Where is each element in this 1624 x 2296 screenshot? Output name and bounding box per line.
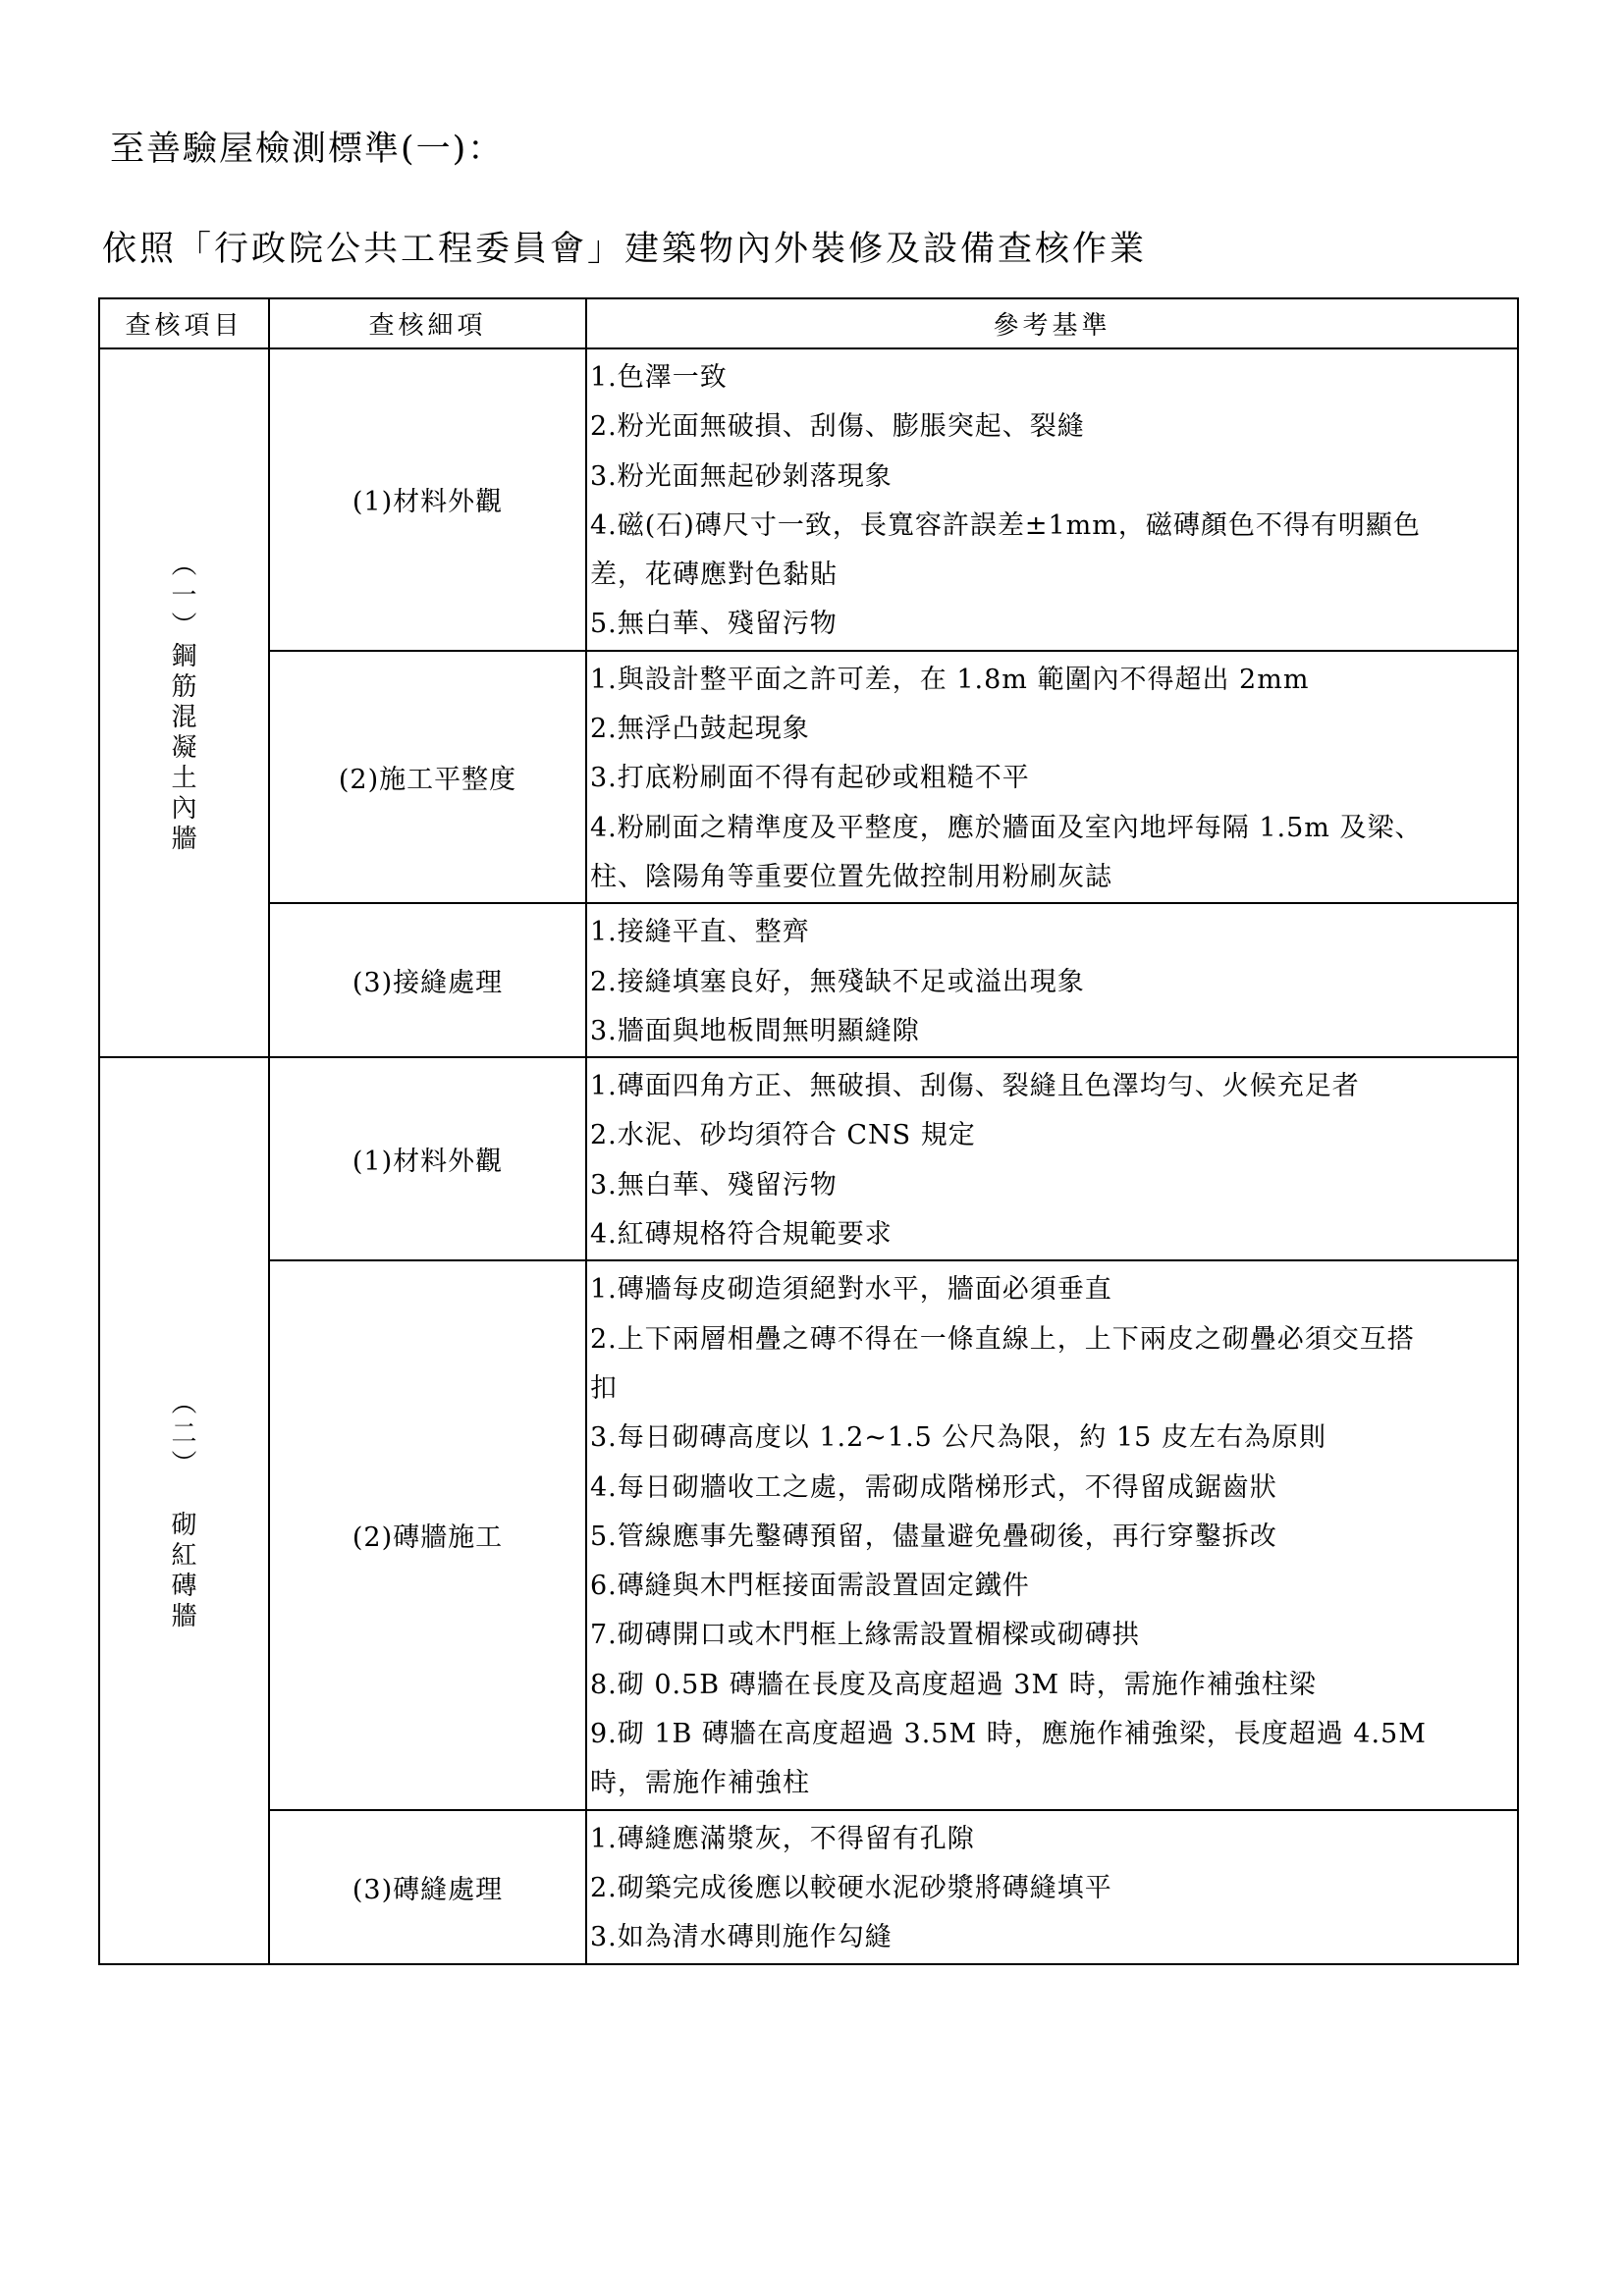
detail-cell [269,348,586,651]
detail-cell [269,651,586,903]
criteria-line: 2.上下兩層相疊之磚不得在一條直線上，上下兩皮之砌疊必須交互搭 [590,1323,1415,1355]
detail-label: (1)材料外觀 [352,1147,504,1178]
criteria-line: 1.磚牆每皮砌造須絕對水平，牆面必須垂直 [590,1274,1112,1306]
header-inspection-item: 查核項目 [99,298,269,348]
table-row [99,651,1518,903]
criteria-line: 3.打底粉刷面不得有起砂或粗糙不平 [590,763,1030,794]
header-reference-standard: 參考基準 [586,298,1518,348]
table-row [99,1810,1518,1964]
criteria-line: 2.無浮凸鼓起現象 [590,714,810,745]
criteria-line: 4.粉刷面之精準度及平整度，應於牆面及室內地坪每隔 1.5m 及梁、 [590,812,1423,843]
table-header-row [99,298,1518,348]
detail-cell [269,1260,586,1809]
criteria-line: 6.磚縫與木門框接面需設置固定鐵件 [590,1571,1030,1602]
detail-cell [269,903,586,1057]
criteria-line: 5.管線應事先鑿磚預留，儘量避免疊砌後，再行穿鑿拆改 [590,1521,1277,1552]
criteria-line: 4.紅磚規格符合規範要求 [590,1219,893,1251]
page-title: 至善驗屋檢測標準(一)： [110,130,505,169]
criteria-line: 柱、陰陽角等重要位置先做控制用粉刷灰誌 [590,861,1112,892]
criteria-line: 3.如為清水磚則施作勾縫 [590,1922,893,1953]
detail-label: (2)施工平整度 [338,765,517,796]
criteria-cell [586,903,1518,1057]
criteria-line: 8.砌 0.5B 磚牆在長度及高度超過 3M 時，需施作補強柱梁 [590,1669,1317,1700]
criteria-line: 差，花磚應對色黏貼 [590,560,838,591]
criteria-line: 2.接縫填塞良好，無殘缺不足或溢出現象 [590,966,1085,997]
category-label: ︵ 一 ︶ 鋼 筋 混 凝 土 內 牆 [171,551,197,855]
criteria-line: 時，需施作補強柱 [590,1768,810,1799]
table-row [99,903,1518,1057]
category-cell-rc-wall [99,348,269,1057]
criteria-line: 5.無白華、殘留污物 [590,609,838,640]
criteria-line: 3.粉光面無起砂剝落現象 [590,460,893,492]
criteria-cell [586,651,1518,903]
criteria-line: 3.牆面與地板間無明顯縫隙 [590,1015,920,1046]
criteria-line: 2.水泥、砂均須符合 CNS 規定 [590,1120,976,1151]
detail-label: (2)磚牆施工 [352,1522,504,1554]
criteria-cell [586,348,1518,651]
category-label: ︵ 二 ︶ 砌 紅 磚 牆 [171,1388,197,1631]
detail-cell [269,1810,586,1964]
criteria-line: 1.色澤一致 [590,362,728,393]
criteria-cell [586,1260,1518,1809]
detail-label: (3)接縫處理 [352,968,504,999]
criteria-line: 1.磚面四角方正、無破損、刮傷、裂縫且色澤均勻、火候充足者 [590,1071,1360,1102]
page-subtitle: 依照「行政院公共工程委員會」建築物內外裝修及設備查核作業 [102,230,1148,269]
criteria-line: 3.每日砌磚高度以 1.2~1.5 公尺為限，約 15 皮左右為原則 [590,1422,1326,1454]
header-inspection-detail: 查核細項 [269,298,586,348]
category-cell-brick-wall [99,1057,269,1963]
criteria-line: 扣 [590,1372,618,1404]
criteria-cell [586,1057,1518,1260]
criteria-line: 7.砌磚開口或木門框上緣需設置楣樑或砌磚拱 [590,1620,1140,1651]
criteria-line: 1.與設計整平面之許可差，在 1.8m 範圍內不得超出 2mm [590,664,1310,695]
criteria-line: 4.磁(石)磚尺寸一致，長寬容許誤差±1mm，磁磚顏色不得有明顯色 [590,509,1421,541]
criteria-cell [586,1810,1518,1964]
criteria-line: 9.砌 1B 磚牆在高度超過 3.5M 時，應施作補強梁，長度超過 4.5M [590,1719,1427,1750]
criteria-line: 1.接縫平直、整齊 [590,917,810,948]
criteria-line: 4.每日砌牆收工之處，需砌成階梯形式，不得留成鋸齒狀 [590,1471,1277,1503]
criteria-line: 2.砌築完成後應以較硬水泥砂漿將磚縫填平 [590,1872,1112,1903]
criteria-line: 2.粉光面無破損、刮傷、膨脹突起、裂縫 [590,411,1085,443]
table-row [99,1057,1518,1260]
inspection-standards-table [98,297,1519,1965]
detail-cell [269,1057,586,1260]
table-row [99,348,1518,651]
detail-label: (1)材料外觀 [352,487,504,518]
table-row [99,1260,1518,1809]
detail-label: (3)磚縫處理 [352,1874,504,1905]
criteria-line: 1.磚縫應滿漿灰，不得留有孔隙 [590,1823,975,1854]
criteria-line: 3.無白華、殘留污物 [590,1169,838,1201]
